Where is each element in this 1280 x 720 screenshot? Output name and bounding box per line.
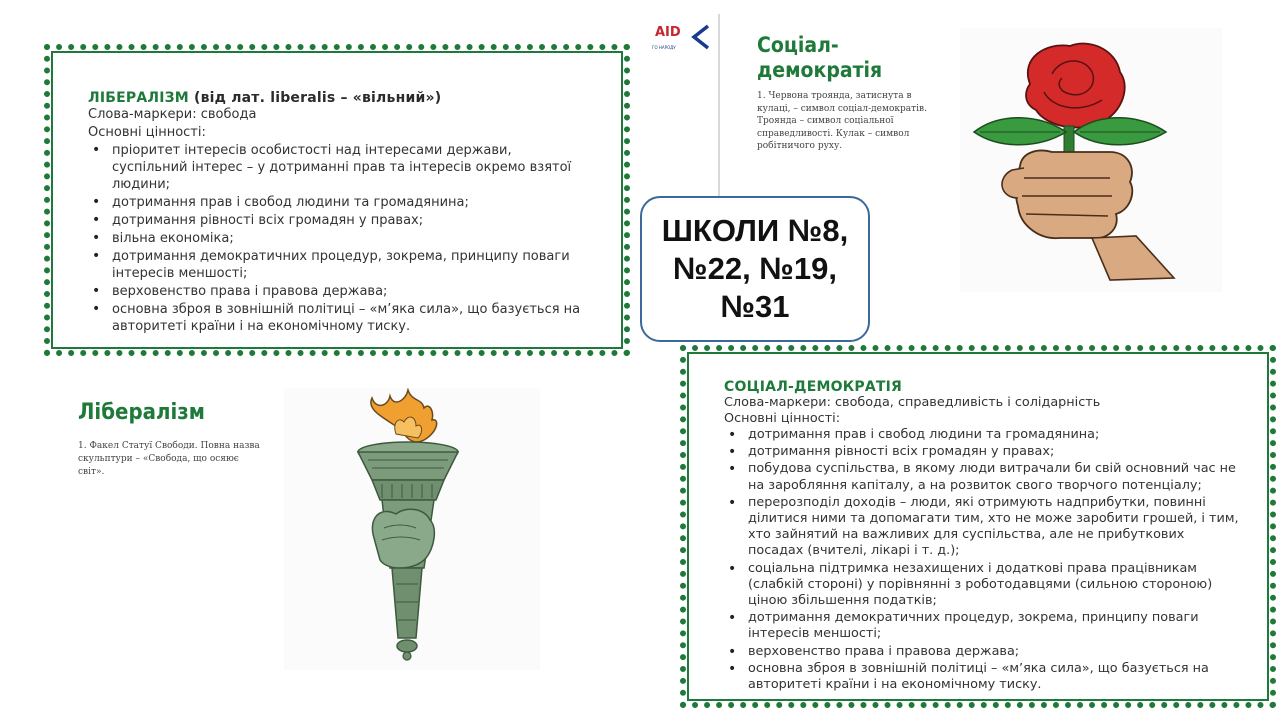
liberalism-title-text: ЛІБЕРАЛІЗМ <box>88 90 189 106</box>
list-item: • соціальна підтримка незахищених і додаткові права працівникам (слабкій стороні) у порівнянні з роботодавцями (сильною стороною) ціною збільшення податків; <box>724 561 1240 610</box>
liberalism-values-list <box>88 142 582 335</box>
socdem-values-list <box>724 427 1240 693</box>
liberalism-card <box>44 44 630 356</box>
schools-line-2: №22, №19, <box>673 251 837 286</box>
socdem-card <box>680 345 1276 708</box>
list-item: • основна зброя в зовнішній політиці – «м’яка сила», що базується на авторитеті країни і на економічному тиску. <box>724 661 1240 693</box>
list-item: • верховенство права і правова держава; <box>724 644 1240 660</box>
liberalism-symbol-heading: Лібералізм <box>78 400 205 425</box>
list-item: • перерозподіл доходів – люди, які отримують надприбутки, повинні ділитися ними та допомагати тим, хто не може заробити грошей, і тим, хто зайнятий на важливих для суспільства, але не прибуткових посадах (вчителі, лікарі і т. д.); <box>724 495 1240 560</box>
list-item: • дотримання демократичних процедур, зокрема, принципу поваги інтересів меншості; <box>88 248 582 282</box>
logo-subtext: ГО НАРОДУ <box>652 45 676 50</box>
list-item: • дотримання прав і свобод людини та громадянина; <box>88 194 582 211</box>
list-item: • дотримання демократичних процедур, зокрема, принципу поваги інтересів меншості; <box>724 610 1240 642</box>
list-item: • дотримання рівності всіх громадян у правах; <box>724 444 1240 460</box>
chevron-left-icon <box>690 22 712 52</box>
list-item: • дотримання рівності всіх громадян у правах; <box>88 212 582 229</box>
list-item: • вільна економіка; <box>88 230 582 247</box>
list-item: • основна зброя в зовнішній політиці – «м’яка сила», що базується на авторитеті країни і на економічному тиску. <box>88 301 582 335</box>
page-divider <box>718 14 720 200</box>
socdem-card-title: СОЦІАЛ-ДЕМОКРАТІЯ <box>724 379 902 395</box>
logo-text: AID <box>655 25 681 40</box>
list-item: • дотримання прав і свобод людини та громадянина; <box>724 427 1240 443</box>
socdem-values-heading: Основні цінності: <box>724 411 841 426</box>
torch-icon <box>284 388 540 670</box>
socdem-symbol-heading: Соціал-демократія <box>757 33 883 82</box>
socdem-symbol-note: 1. Червона троянда, затиснута в кулаці, – символ соціал-демократів. Троянда – символ соціальної справедливості. Кулак – символ робітничого руху. <box>757 91 927 151</box>
liberalism-symbol-note: 1. Факел Статуї Свободи. Повна назва скульптури – «Свобода, що осяює світ». <box>78 441 260 477</box>
schools-line-3: №31 <box>720 289 790 324</box>
schools-callout <box>640 196 870 342</box>
rose-fist-icon <box>960 28 1222 292</box>
socdem-markers: Слова-маркери: свобода, справедливість і солідарність <box>724 395 1101 410</box>
liberalism-markers: Слова-маркери: свобода <box>88 107 257 122</box>
schools-callout-text <box>662 212 848 326</box>
liberalism-title-sub: (від лат. liberalis – «вільний») <box>193 90 442 106</box>
statue-of-liberty-torch-illustration <box>284 388 540 670</box>
list-item: • побудова суспільства, в якому люди витрачали би свій основний час не на заробляння капіталу, а на розвиток свого творчого потенціалу; <box>724 461 1240 493</box>
schools-line-1: ШКОЛИ №8, <box>661 213 849 248</box>
rose-in-fist-illustration <box>960 28 1222 292</box>
list-item: • пріоритет інтересів особистості над інтересами держави, суспільний інтерес – у дотриманні прав та інтересів окремо взятої людини; <box>88 142 582 193</box>
liberalism-card-title <box>88 90 582 106</box>
liberalism-values-heading: Основні цінності: <box>88 125 206 140</box>
list-item: • верховенство права і правова держава; <box>88 283 582 300</box>
